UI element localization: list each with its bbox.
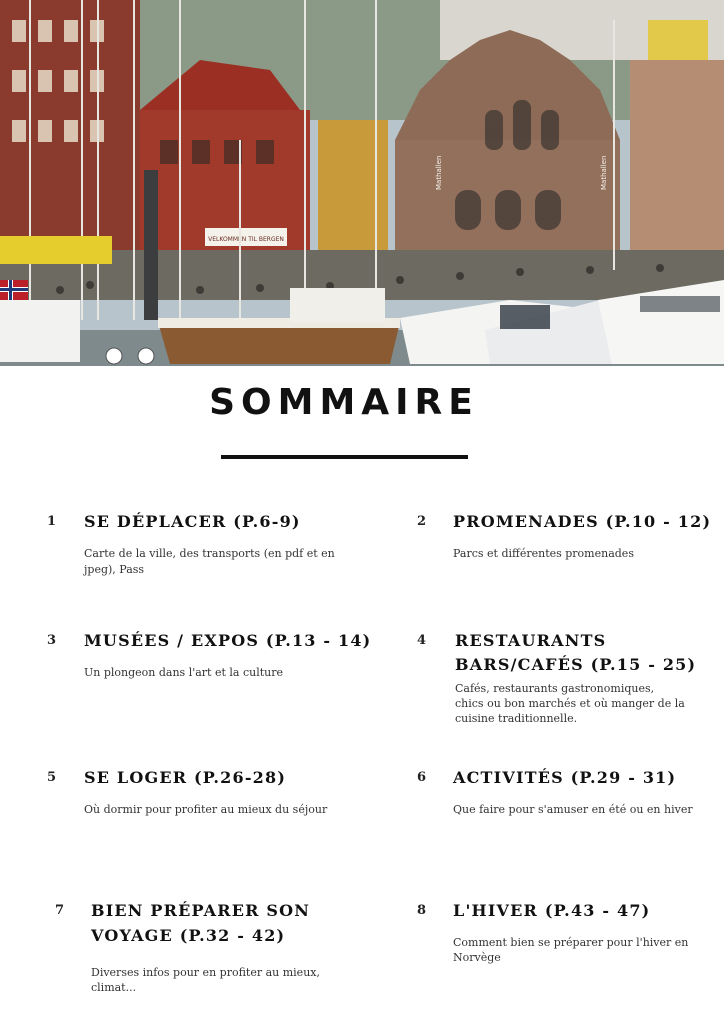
- harbour-illustration: [0, 0, 724, 366]
- section-number-7: 7: [55, 903, 65, 918]
- header-harbour-photo: [0, 0, 724, 366]
- section-number-5: 5: [47, 770, 57, 785]
- section-description-5: Où dormir pour profiter au mieux du séjour: [84, 803, 328, 816]
- section-description-1: Carte de la ville, des transports (en pdf et en: [84, 547, 335, 560]
- market-sign-left: Mathallen: [435, 155, 443, 190]
- section-description-4: Cafés, restaurants gastronomiques,: [455, 682, 655, 695]
- page-title: SOMMAIRE: [209, 382, 479, 423]
- section-description-8-line2: Norvège: [453, 951, 501, 964]
- section-heading-2: PROMENADES (P.10 - 12): [453, 512, 712, 531]
- section-heading-6: ACTIVITÉS (P.29 - 31): [453, 768, 677, 787]
- section-number-6: 6: [417, 770, 427, 785]
- section-description-6: Que faire pour s'amuser en été ou en hiver: [453, 803, 693, 816]
- section-number-4: 4: [417, 633, 427, 648]
- section-description-4-line2: chics ou bon marchés et où manger de la: [455, 697, 685, 710]
- market-sign-right: Mathallen: [600, 155, 608, 190]
- section-number-8: 8: [417, 903, 427, 918]
- section-description-3: Un plongeon dans l'art et la culture: [84, 666, 284, 679]
- welcome-banner-text: VELKOMMEN TIL BERGEN: [208, 236, 284, 243]
- section-description-8: Comment bien se préparer pour l'hiver en: [453, 936, 689, 949]
- title-underline: [221, 455, 468, 459]
- section-heading-4: RESTAURANTS: [455, 631, 607, 650]
- section-heading-1: SE DÉPLACER (P.6-9): [84, 512, 301, 531]
- section-description-4-line3: cuisine traditionnelle.: [455, 712, 578, 725]
- section-number-2: 2: [417, 514, 427, 529]
- section-heading-7-line2: VOYAGE (P.32 - 42): [91, 926, 286, 945]
- section-description-2: Parcs et différentes promenades: [453, 547, 634, 560]
- section-description-7: Diverses infos pour en profiter au mieux,: [91, 966, 320, 979]
- section-heading-3: MUSÉES / EXPOS (P.13 - 14): [84, 631, 372, 650]
- section-heading-5: SE LOGER (P.26-28): [84, 768, 287, 787]
- section-description-7-line2: climat...: [91, 981, 137, 994]
- section-heading-4-line2: BARS/CAFÉS (P.15 - 25): [455, 655, 697, 674]
- section-number-1: 1: [47, 514, 57, 529]
- section-heading-8: L'HIVER (P.43 - 47): [453, 901, 651, 920]
- section-number-3: 3: [47, 633, 57, 648]
- section-description-1-line2: jpeg), Pass: [84, 563, 145, 576]
- section-heading-7: BIEN PRÉPARER SON: [91, 901, 311, 920]
